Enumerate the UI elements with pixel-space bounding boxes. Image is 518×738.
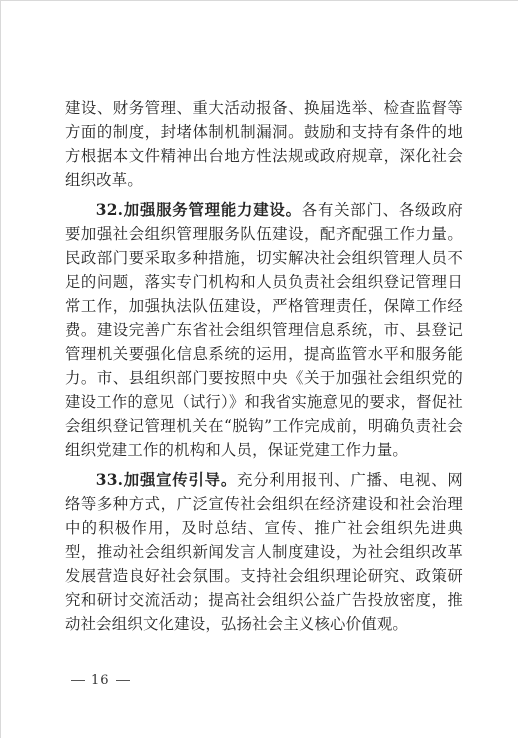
continuation-paragraph: 建设、财务管理、重大活动报备、换届选举、检查监督等方面的制度，封堵体制机制漏洞。鼓励和支持有条件的地方根据本文件精神出台地方性法规或政府规章，深化社会组织改革。 <box>65 99 463 189</box>
section-body-32: 各有关部门、各级政府要加强社会组织管理服务队伍建设，配齐配强工作力量。民政部门要采取多种措施，切实解决社会组织管理人员不足的问题，落实专门机构和人员负责社会组织登记管理日常工作，加强执法队伍建设，严格管理责任，保障工作经费。建设完善广东省社会组织管理信息系统，市、县登记管理机关要强化信息系统的运用，提高监管水平和服务能力。市、县组织部门要按照中央《关于加强社会组织党的建设工作的意见（试行）》和我省实施意见的要求，督促社会组织登记管理机关在“脱钩”工作完成前，明确负责社会组织党建工作的机构和人员，保证党建工作力量。 <box>65 201 463 459</box>
page-footer <box>65 673 136 688</box>
section-heading-33: 33.加强宣传引导。 <box>95 471 238 489</box>
section-body-33: 充分利用报刊、广播、电视、网络等多种方式，广泛宣传社会组织在经济建设和社会治理中的积极作用，及时总结、宣传、推广社会组织先进典型，推动社会组织新闻发言人制度建设，为社会组织改革发展营造良好社会氛围。支持社会组织理论研究、政策研究和研讨交流活动；提高社会组织公益广告投放密度，推动社会组织文化建设，弘扬社会主义核心价值观。 <box>65 471 463 633</box>
footer-dash-left <box>71 680 85 681</box>
section-paragraph-33 <box>65 468 463 636</box>
section-heading-32: 32.加强服务管理能力建设。 <box>95 201 302 219</box>
page-number: 16 <box>91 673 110 688</box>
footer-dash-right <box>116 680 130 681</box>
document-body <box>65 96 463 636</box>
section-paragraph-32 <box>65 198 463 462</box>
